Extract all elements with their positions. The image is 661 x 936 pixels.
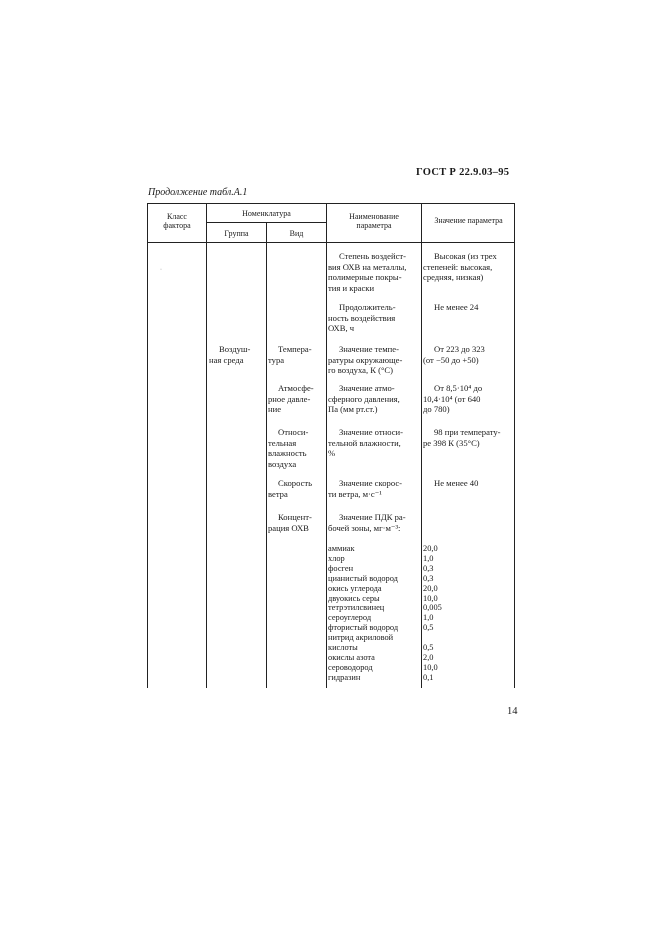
- row-3-kind: Атмосфе- рное давле- ние: [268, 383, 314, 415]
- header-kind: Вид: [289, 229, 304, 238]
- group-cell: Воздуш- ная среда: [209, 344, 251, 365]
- row-5-value: Не менее 40: [434, 478, 479, 488]
- parameters-table: [147, 203, 515, 688]
- table-left-border: [147, 203, 148, 688]
- row-2-name: Значение темпе- ратуры окружающе- го воздуха, К (°С): [328, 344, 403, 376]
- substance-values: 20,0 1,0 0,3 0,3 20,0 10,0 0,005 1,0 0,5 0,5 2,0 10,0 0,1: [423, 544, 442, 682]
- header-class-factor: Класс фактора: [163, 212, 191, 230]
- document-code: ГОСТ Р 22.9.03–95: [416, 167, 510, 178]
- header-nomenclature: Номенклатура: [242, 209, 291, 218]
- column-divider-2: [266, 223, 267, 688]
- scan-speck: ·: [160, 267, 162, 273]
- row-0-name: Степень воздейст- вия ОХВ на металлы, полимерные покры- тия и краски: [328, 251, 407, 293]
- header-parameter-value: Значение параметра: [434, 216, 503, 225]
- column-divider-3: [326, 203, 327, 688]
- header-parameter-name: Наименование параметра: [349, 212, 399, 230]
- row-4-name: Значение относи- тельной влажности, %: [328, 427, 403, 459]
- row-4-value: 98 при температу- ре 398 К (35°С): [423, 427, 501, 448]
- header-bottom-line: [147, 242, 515, 243]
- substance-list: аммиак хлор фосген цианистый водород окись углерода двуокись серы тетрэтилсвинец сероуглерод фтористый водород нитрид акриловой кислоты окислы азота сероводород гидразин: [328, 544, 399, 682]
- table-continuation-caption: Продолжение табл.А.1: [148, 187, 248, 198]
- column-divider-1: [206, 203, 207, 688]
- row-5-name: Значение скорос- ти ветра, м·с⁻¹: [328, 478, 403, 499]
- row-6-name: Значение ПДК ра- бочей зоны, мг·м⁻³:: [328, 512, 406, 533]
- row-5-kind: Скорость ветра: [268, 478, 313, 499]
- page-number: 14: [507, 706, 518, 717]
- row-3-value: От 8,5·10⁴ до 10,4·10⁴ (от 640 до 780): [423, 383, 483, 415]
- row-4-kind: Относи- тельная влажность воздуха: [268, 427, 309, 469]
- row-1-value: Не менее 24: [434, 302, 479, 312]
- row-0-value: Высокая (из трех степеней: высокая, средняя, низкая): [423, 251, 497, 283]
- header-group: Группа: [224, 229, 249, 238]
- row-2-kind: Темпера- тура: [268, 344, 312, 365]
- column-divider-4: [421, 203, 422, 688]
- row-2-value: От 223 до 323 (от −50 до +50): [423, 344, 485, 365]
- table-right-border: [514, 203, 515, 688]
- row-6-kind: Концент- рация ОХВ: [268, 512, 312, 533]
- row-3-name: Значение атмо- сферного давления, Па (мм рт.ст.): [328, 383, 400, 415]
- row-1-name: Продолжитель- ность воздействия ОХВ, ч: [328, 302, 396, 334]
- table-top-border: [147, 203, 515, 204]
